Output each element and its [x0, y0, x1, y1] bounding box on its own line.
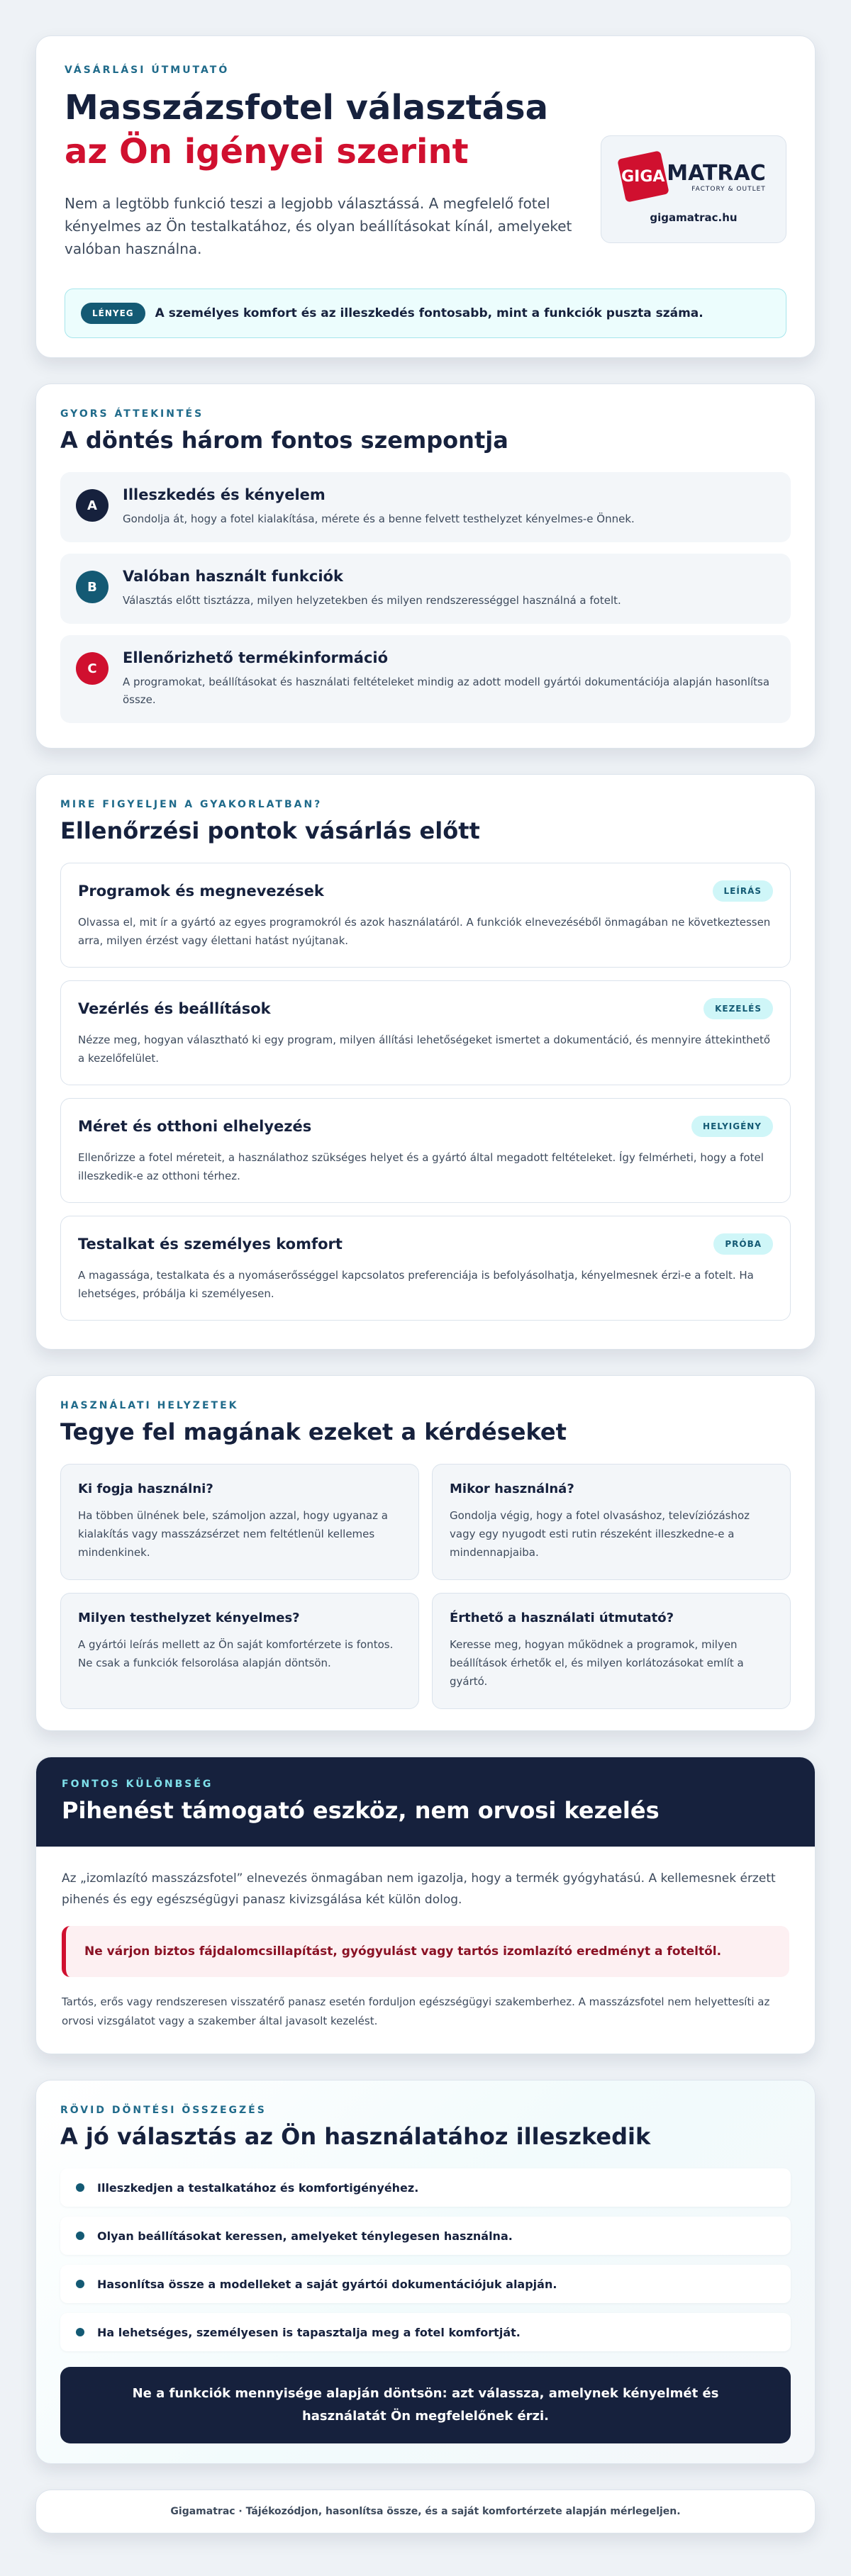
difference-card [35, 1757, 816, 2054]
check-item-size [60, 1098, 791, 1203]
check-tag-badge: PRÓBA [713, 1233, 773, 1255]
overview-list [60, 472, 791, 723]
hero-eyebrow: VÁSÁRLÁSI ÚTMUTATÓ [65, 65, 230, 76]
check-item-title: Programok és megnevezések [78, 883, 324, 900]
logo-mark: GIGA [621, 167, 665, 186]
question-text: Ha többen ülnének bele, számoljon azzal, hogy ugyanaz a kialakítás vagy masszázsérzet nem feltétlenül kellemes mindenkinek. [78, 1509, 388, 1559]
overview-card [35, 383, 816, 749]
check-tag-badge: LEÍRÁS [713, 880, 773, 902]
bullet-dot-icon [76, 2183, 84, 2192]
question-text: A gyártói leírás mellett az Ön saját komfortérzete is fontos. Ne csak a funkciók felsorolása alapján döntsön. [78, 1638, 394, 1669]
check-item-text: A magassága, testalkata és a nyomáserősséggel kapcsolatos preferenciája is befolyásolhatja, kényelmesnek érzi-e a fotelt. Ha lehetséges, próbálja ki személyesen. [78, 1269, 754, 1300]
overview-item-title: Ellenőrizhető termékinformáció [123, 649, 389, 666]
hero-description: Nem a legtöbb funkció teszi a legjobb választássá. A megfelelő fotel kényelmes az Ön testalkatához, és olyan beállításokat kínál, amelyeket valóban használna. [65, 195, 572, 257]
overview-item-b [60, 554, 791, 624]
check-item-programs [60, 863, 791, 968]
key-message-text: A személyes komfort és az illeszkedés fontosabb, mint a funkciók puszta száma. [155, 306, 703, 320]
question-item-manual [432, 1593, 791, 1709]
footer-text: Gigamatrac · Tájékozódjon, hasonlítsa össze, és a saját komfortérzete alapján mérlegeljen. [170, 2506, 681, 2517]
logo-sub: FACTORY & OUTLET [691, 185, 766, 193]
difference-note: Tartós, erős vagy rendszeresen visszatérő panasz esetén forduljon egészségügyi szakemberhez. A masszázsfotel nem helyettesíti az orvosi vizsgálatot vagy a szakember által javasolt kezelést. [62, 1995, 770, 2027]
overview-item-body [123, 649, 775, 709]
question-title: Érthető a használati útmutató? [450, 1611, 674, 1625]
summary-item-text: Hasonlítsa össze a modelleket a saját gyártói dokumentációjuk alapján. [97, 2277, 557, 2291]
overview-item-title: Illeszkedés és kényelem [123, 486, 326, 503]
difference-header [36, 1757, 815, 1847]
difference-title: Pihenést támogató eszköz, nem orvosi kezelés [62, 1797, 660, 1824]
summary-item [60, 2168, 791, 2207]
checklist-eyebrow: MIRE FIGYELJEN A GYAKORLATBAN? [60, 799, 323, 810]
summary-item-text: Illeszkedjen a testalkatához és komfortigényéhez. [97, 2180, 419, 2195]
check-item-head [78, 998, 773, 1019]
check-item-head [78, 1116, 773, 1137]
checklist-title: Ellenőrzési pontok vásárlás előtt [60, 817, 480, 844]
footer [35, 2490, 816, 2533]
badge-b: B [76, 571, 109, 603]
check-item-controls [60, 980, 791, 1085]
overview-item-a [60, 472, 791, 542]
question-title: Milyen testhelyzet kényelmes? [78, 1611, 300, 1625]
bullet-dot-icon [76, 2231, 84, 2240]
bullet-dot-icon [76, 2280, 84, 2288]
difference-eyebrow: FONTOS KÜLÖNBSÉG [62, 1779, 213, 1790]
overview-item-body [123, 568, 621, 610]
brand-logo-box[interactable] [601, 135, 786, 243]
page-title-line2: az Ön igényei szerint [65, 132, 469, 172]
questions-eyebrow: HASZNÁLATI HELYZETEK [60, 1400, 239, 1411]
summary-title: A jó választás az Ön használatához illeszkedik [60, 2123, 651, 2150]
check-item-head [78, 1233, 773, 1255]
check-item-text: Ellenőrizze a fotel méreteit, a használathoz szükséges helyet és a gyártó által megadott feltételeket. Így felmérheti, hogy a fotel illeszkedik-e az otthoni térhez. [78, 1151, 764, 1182]
overview-item-text: Gondolja át, hogy a fotel kialakítása, mérete és a benne felvett testhelyzet kényelmes-e Önnek. [123, 513, 635, 525]
difference-body [36, 1847, 815, 2052]
question-text: Keresse meg, hogyan működnek a programok, milyen beállítások érhetők el, és milyen korlátozásokat említ a gyártó. [450, 1638, 744, 1688]
page-title [65, 86, 582, 174]
check-item-text: Olvassa el, mit ír a gyártó az egyes programokról és azok használatáról. A funkciók elnevezéséből önmagában ne következtessen arra, milyen érzést vagy élettani hatást nyújtanak. [78, 916, 771, 947]
summary-callout [60, 2367, 791, 2443]
check-item-text: Nézze meg, hogyan választható ki egy program, milyen állítási lehetőségeket ismertet a dokumentáció, és mennyire áttekinthető a kezelőfelület. [78, 1034, 771, 1065]
checklist-list [60, 863, 791, 1321]
summary-item [60, 2265, 791, 2303]
brand-logo [621, 155, 766, 198]
page-title-line1: Masszázsfotel választása [65, 88, 548, 128]
badge-a: A [76, 489, 109, 522]
difference-text: Az „izomlazító masszázsfotel” elnevezés önmagában nem igazolja, hogy a termék gyógyhatású. A kellemesnek érzett pihenés és egy egészségügyi panasz kivizsgálása két külön dolog. [62, 1871, 776, 1907]
overview-item-text: A programokat, beállításokat és használati feltételeket mindig az adott modell gyártói dokumentációja alapján hasonlítsa össze. [123, 676, 770, 706]
logo-diamond-icon [617, 150, 669, 203]
summary-item [60, 2217, 791, 2255]
summary-item [60, 2313, 791, 2351]
summary-card [35, 2080, 816, 2464]
question-text: Gondolja végig, hogy a fotel olvasáshoz, televíziózáshoz vagy egy nyugodt esti rutin részeként illeszkedne-e a mindennapjaiba. [450, 1509, 750, 1559]
overview-item-body [123, 486, 635, 528]
logo-text [667, 161, 766, 193]
summary-list [60, 2168, 791, 2351]
check-tag-badge: KEZELÉS [703, 998, 773, 1019]
check-item-title: Testalkat és személyes komfort [78, 1236, 343, 1253]
hero-left [65, 65, 582, 260]
overview-title: A döntés három fontos szempontja [60, 427, 508, 454]
logo-domain[interactable]: gigamatrac.hu [650, 211, 738, 224]
summary-item-text: Olyan beállításokat keressen, amelyeket ténylegesen használna. [97, 2229, 513, 2243]
summary-eyebrow: RÖVID DÖNTÉSI ÖSSZEGZÉS [60, 2105, 267, 2116]
question-item-who [60, 1464, 419, 1580]
questions-grid [60, 1464, 791, 1709]
check-item-title: Vezérlés és beállítások [78, 1000, 271, 1017]
summary-callout-text: Ne a funkciók mennyisége alapján döntsön: azt válassza, amelynek kényelmét és használatát Ön megfelelőnek érzi. [132, 2386, 719, 2424]
check-item-title: Méret és otthoni elhelyezés [78, 1118, 312, 1135]
overview-item-title: Valóban használt funkciók [123, 568, 343, 585]
check-item-comfort [60, 1216, 791, 1321]
questions-card [35, 1375, 816, 1731]
bullet-dot-icon [76, 2328, 84, 2336]
overview-item-c [60, 635, 791, 723]
key-message-box [65, 289, 786, 338]
badge-c: C [76, 652, 109, 685]
key-pill-badge: LÉNYEG [81, 303, 145, 324]
summary-item-text: Ha lehetséges, személyesen is tapasztalja meg a fotel komfortját. [97, 2325, 521, 2339]
warning-alert [62, 1926, 789, 1977]
question-title: Ki fogja használni? [78, 1482, 213, 1496]
question-title: Mikor használná? [450, 1482, 574, 1496]
hero-card [35, 35, 816, 358]
check-item-head [78, 880, 773, 902]
overview-item-text: Választás előtt tisztázza, milyen helyzetekben és milyen rendszerességgel használná a fotelt. [123, 594, 621, 607]
question-item-when [432, 1464, 791, 1580]
questions-title: Tegye fel magának ezeket a kérdéseket [60, 1418, 567, 1445]
overview-eyebrow: GYORS ÁTTEKINTÉS [60, 408, 204, 420]
hero-top [65, 65, 786, 260]
check-tag-badge: HELYIGÉNY [691, 1116, 773, 1137]
warning-alert-text: Ne várjon biztos fájdalomcsillapítást, gyógyulást vagy tartós izomlazító eredményt a foteltől. [84, 1944, 722, 1959]
question-item-posture [60, 1593, 419, 1709]
checklist-card [35, 774, 816, 1350]
logo-word: MATRAC [667, 160, 766, 186]
